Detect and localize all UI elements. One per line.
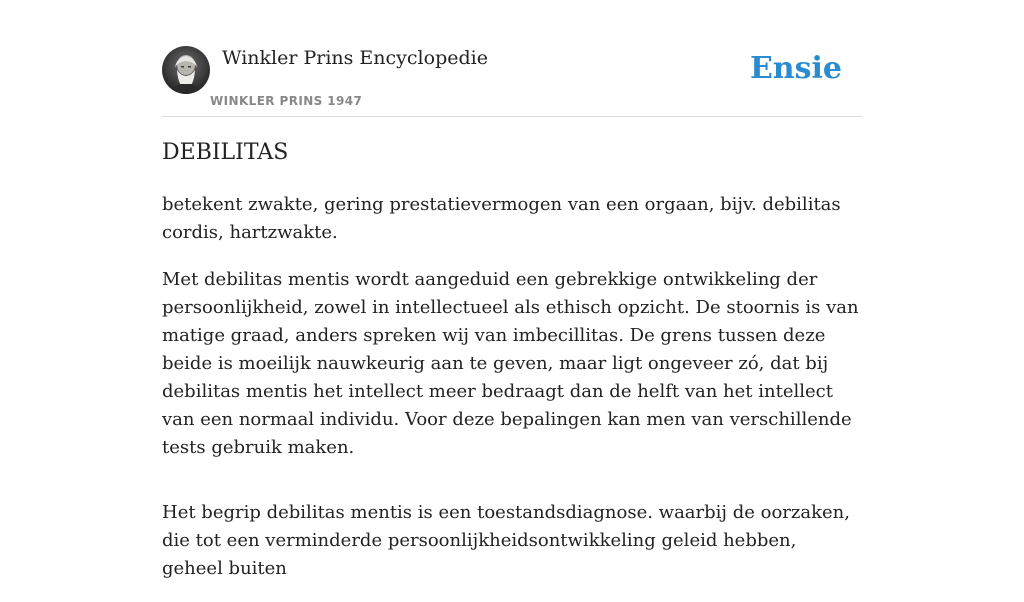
source-subtitle[interactable]: WINKLER PRINS 1947 bbox=[210, 94, 363, 108]
article-paragraph: betekent zwakte, gering prestatievermogen van een orgaan, bijv. debilitas cordis, hartzwakte. bbox=[162, 194, 841, 243]
bearded-man-portrait-icon bbox=[162, 46, 210, 94]
article-body bbox=[162, 191, 862, 602]
article-paragraph: Het begrip debilitas mentis is een toestandsdiagnose. waarbij de oorzaken, die tot een verminderde persoonlijkheidsontwikkeling geleid hebben, geheel buiten bbox=[162, 502, 850, 579]
source-title[interactable]: Winkler Prins Encyclopedie bbox=[222, 47, 488, 69]
source-header bbox=[162, 44, 862, 117]
article-title: DEBILITAS bbox=[162, 140, 289, 165]
article-paragraph: Met debilitas mentis wordt aangeduid een gebrekkige ontwikkeling der persoonlijkheid, zowel in intellectueel als ethisch opzicht. De stoornis is van matige graad, anders spreken wij van imbecillitas. De grens tussen deze beide is moeilijk nauwkeurig aan te geven, maar ligt ongeveer zó, dat bij debilitas mentis het intellect meer bedraagt dan de helft van het intellect van een normaal individu. Voor deze bepalingen kan men van verschillende tests gebruik maken. bbox=[162, 269, 859, 458]
avatar[interactable] bbox=[162, 46, 210, 94]
page bbox=[162, 0, 862, 579]
ensie-logo-link[interactable]: Ensie bbox=[749, 51, 842, 86]
